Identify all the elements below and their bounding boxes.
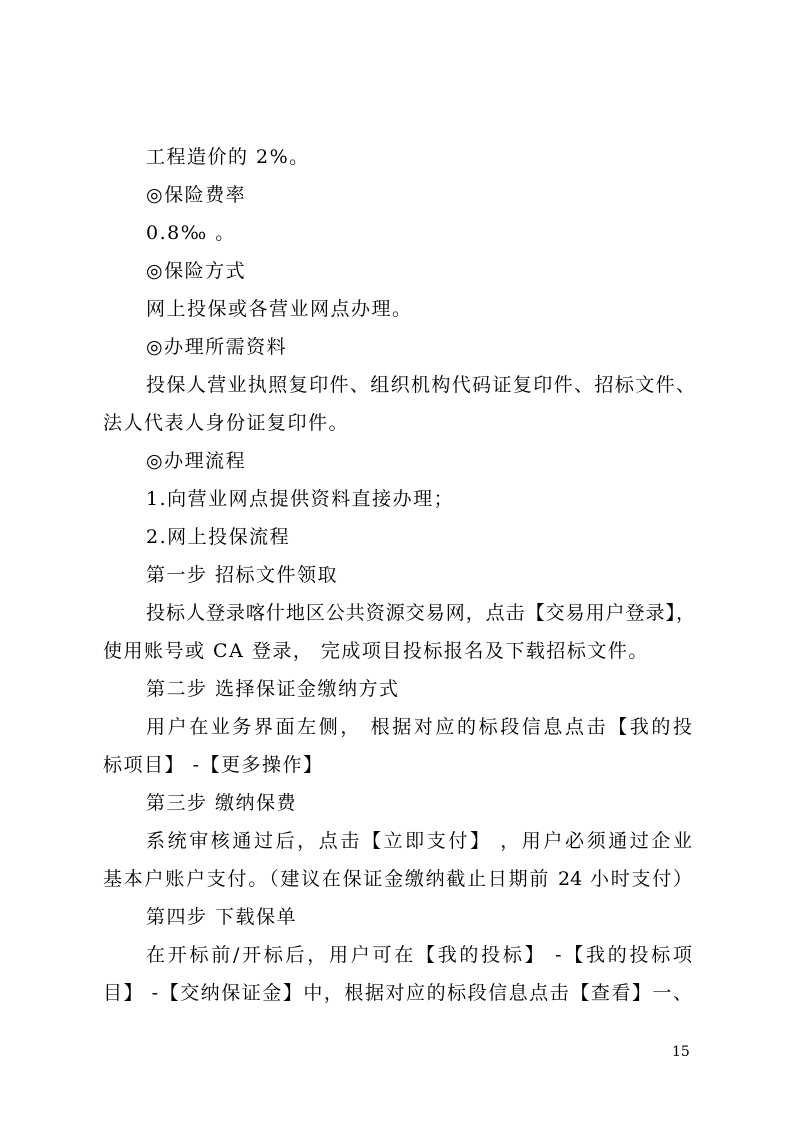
- section-heading: ◎办理所需资料: [146, 336, 288, 358]
- paragraph-line: 法人代表人身份证复印件。: [103, 412, 350, 434]
- paragraph-line: 投标人登录喀什地区公共资源交易网，点击【交易用户登录】，: [146, 602, 695, 624]
- section-heading: ◎保险方式: [146, 260, 247, 282]
- paragraph-line: 用户在业务界面左侧， 根据对应的标段信息点击【我的投: [146, 716, 692, 738]
- text-line: 工程造价的 2%。: [146, 146, 310, 168]
- list-item: 1.向营业网点提供资料直接办理；: [146, 488, 455, 510]
- paragraph-line: 标项目】 -【更多操作】: [103, 754, 324, 776]
- step-heading: 第二步 选择保证金缴纳方式: [146, 678, 400, 700]
- paragraph-line: 在开标前/开标后，用户可在【我的投标】 -【我的投标项: [146, 944, 692, 966]
- section-heading: ◎办理流程: [146, 450, 247, 472]
- step-heading: 第四步 下载保单: [146, 906, 298, 928]
- page-number: 15: [672, 1044, 690, 1060]
- paragraph-line: 目】 -【交纳保证金】中，根据对应的标段信息点击【查看】一、: [103, 982, 692, 1004]
- paragraph-line: 投保人营业执照复印件、组织机构代码证复印件、招标文件、: [146, 374, 695, 396]
- step-heading: 第一步 招标文件领取: [146, 564, 339, 586]
- list-item: 2.网上投保流程: [146, 526, 291, 548]
- step-heading: 第三步 缴纳保费: [146, 792, 298, 814]
- section-heading: ◎保险费率: [146, 184, 247, 206]
- text-line: 0.8‰ 。: [146, 222, 236, 244]
- paragraph-line: 系统审核通过后，点击【立即支付】 ，用户必须通过企业: [146, 830, 692, 852]
- paragraph-line: 基本户账户支付。（建议在保证金缴纳截止日期前 24 小时支付）: [103, 868, 692, 890]
- text-line: 网上投保或各营业网点办理。: [146, 298, 413, 320]
- paragraph-line: 使用账号或 CA 登录， 完成项目投标报名及下载招标文件。: [103, 640, 649, 662]
